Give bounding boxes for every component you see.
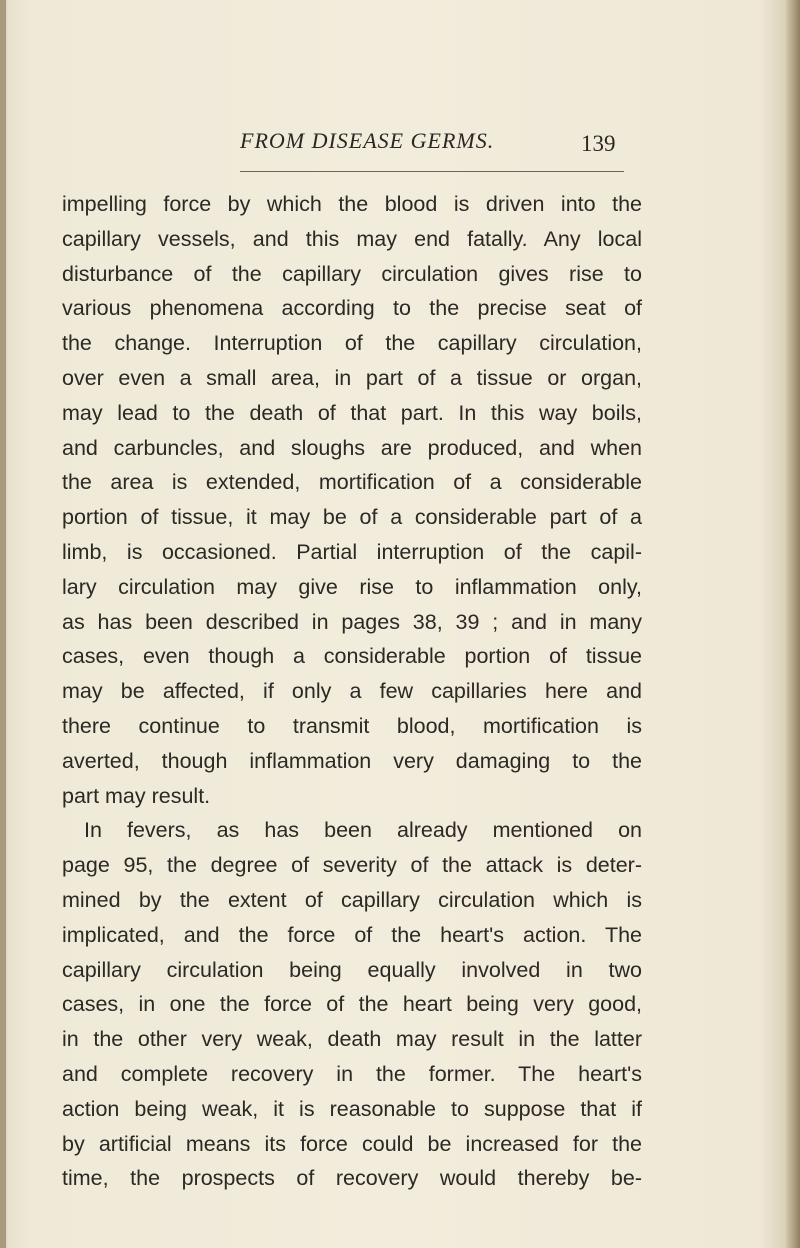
text-line: and complete recovery in the former. The heart's <box>62 1061 642 1086</box>
page-number: 139 <box>581 131 616 156</box>
text-line: cases, even though a considerable portion of tissue <box>62 644 642 669</box>
text-line: the area is extended, mortification of a considerable <box>62 470 642 495</box>
text-line: averted, though inflammation very damaging to the <box>62 748 642 773</box>
text-line: in the other very weak, death may result in the latter <box>62 1027 642 1052</box>
text-line: page 95, the degree of severity of the attack is deter- <box>62 853 642 878</box>
text-line: there continue to transmit blood, mortification is <box>62 713 642 738</box>
text-line: as has been described in pages 38, 39 ; and in many <box>62 609 642 634</box>
text-line: and carbuncles, and sloughs are produced, and when <box>62 435 642 460</box>
text-line: limb, is occasioned. Partial interruption of the capil- <box>62 539 642 564</box>
text-line: by artificial means its force could be increased for the <box>62 1131 642 1156</box>
text-line: capillary vessels, and this may end fatally. Any local <box>62 226 642 251</box>
text-line: action being weak, it is reasonable to suppose that if <box>62 1096 642 1121</box>
text-line: the change. Interruption of the capillary circulation, <box>62 331 642 356</box>
paragraph-start-line: In fevers, as has been already mentioned on <box>84 818 642 843</box>
text-line: mined by the extent of capillary circulation which is <box>62 887 642 912</box>
text-line: time, the prospects of recovery would thereby be- <box>62 1166 642 1191</box>
paragraph-end-line: part may result. <box>62 783 211 808</box>
text-line: impelling force by which the blood is driven into the <box>62 192 642 216</box>
page-edge <box>786 0 800 1248</box>
text-line: may be affected, if only a few capillaries here and <box>62 679 642 704</box>
text-line: lary circulation may give rise to inflammation only, <box>62 574 642 599</box>
text-line: various phenomena according to the precise seat of <box>62 296 642 321</box>
text-line: implicated, and the force of the heart's action. The <box>62 922 642 947</box>
text-line: may lead to the death of that part. In this way boils, <box>62 400 642 425</box>
text-line: capillary circulation being equally involved in two <box>62 957 642 982</box>
text-line: over even a small area, in part of a tissue or organ, <box>62 365 642 390</box>
text-line: disturbance of the capillary circulation gives rise to <box>62 261 642 286</box>
text-line: portion of tissue, it may be of a considerable part of a <box>62 505 642 530</box>
header-rule <box>240 171 624 172</box>
binding-gutter <box>0 0 6 1248</box>
text-line: cases, in one the force of the heart being very good, <box>62 992 642 1017</box>
body-text <box>62 187 642 1196</box>
running-head-title: FROM DISEASE GERMS. <box>240 128 495 153</box>
